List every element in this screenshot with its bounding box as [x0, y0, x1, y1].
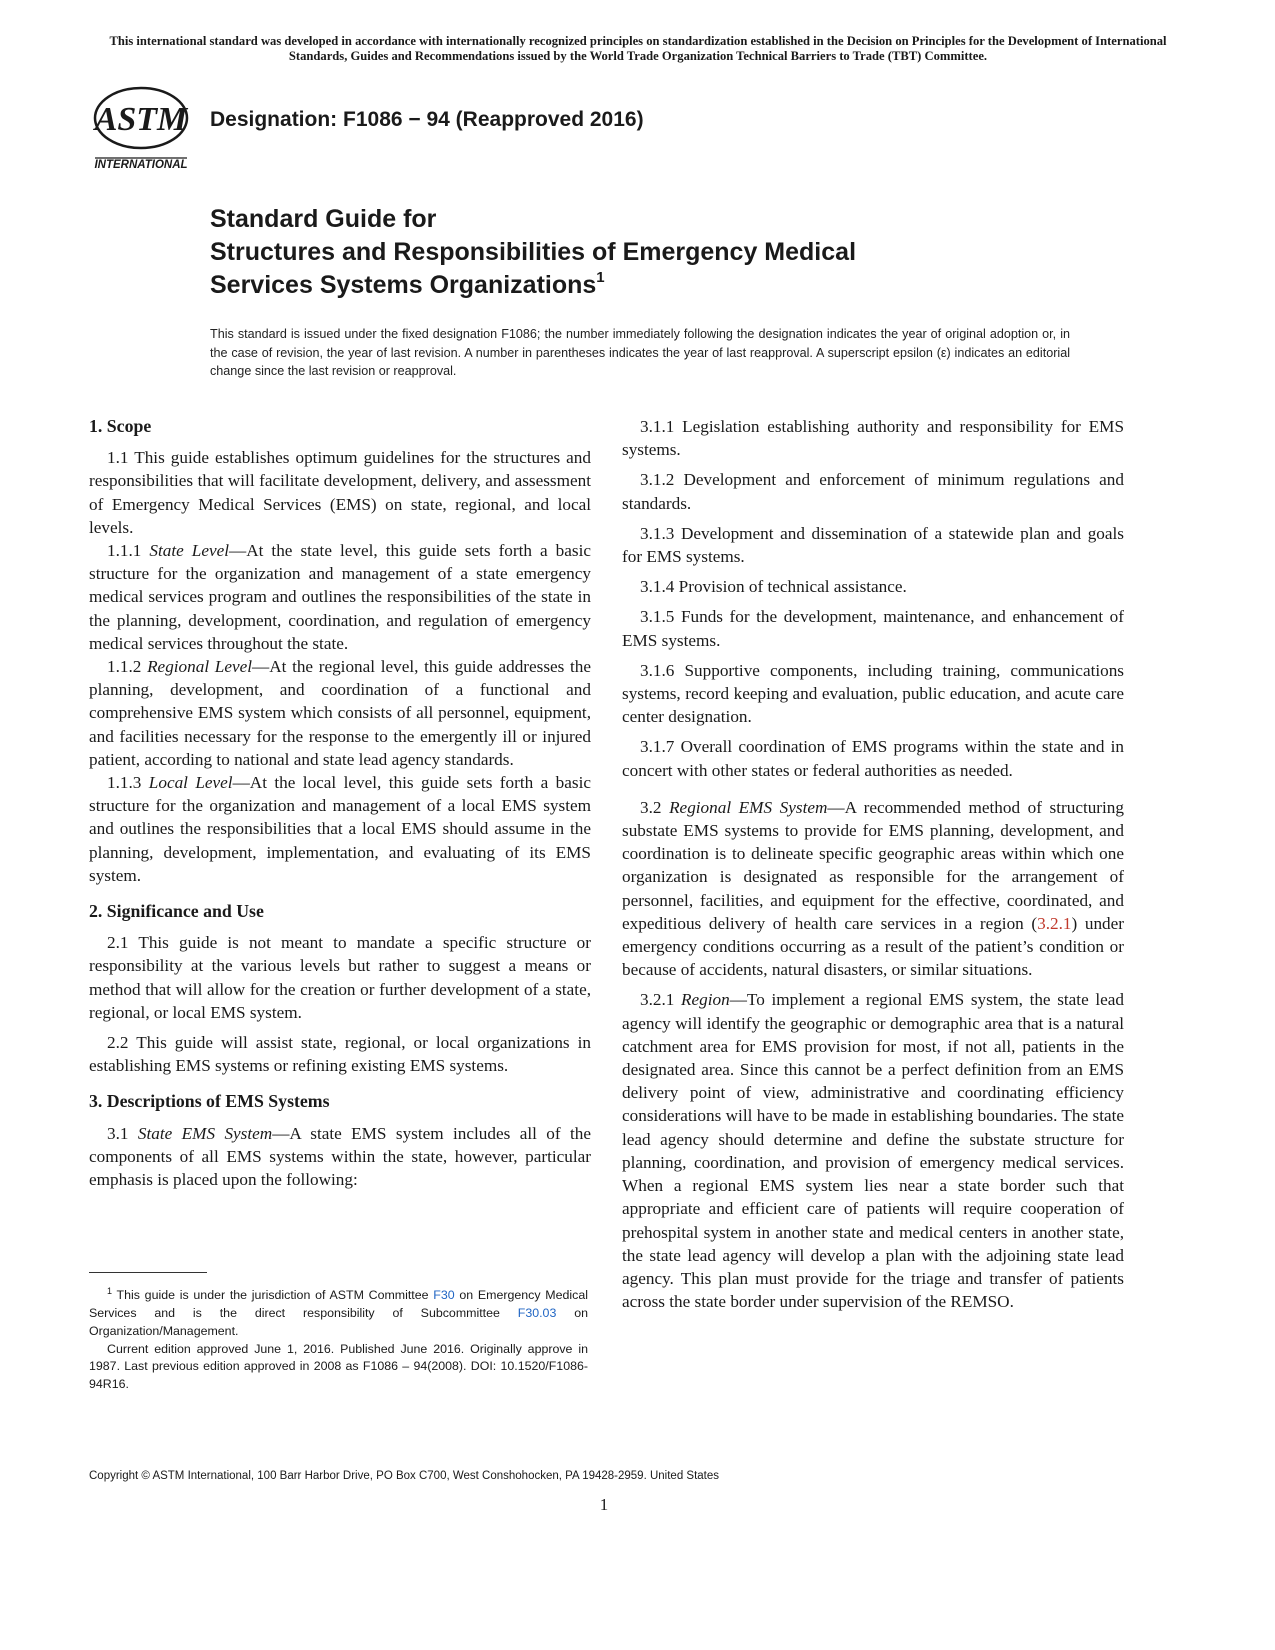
title-footnote-mark: 1 — [596, 269, 605, 286]
title-line-2: Structures and Responsibilities of Emergency Medical — [210, 238, 857, 266]
paragraph-3-1-2: 3.1.2 Development and enforcement of minimum regulations and standards. — [622, 470, 1124, 513]
designation: Designation: F1086 − 94 (Reapproved 2016) — [210, 108, 644, 131]
international-standard-notice: This international standard was developed in accordance with internationally recognized principles on standardization established in the Decision on Principles for the Development of International Standards, Guides and Recommendations issued by the World Trade Organization Technical Barriers to Trade (TBT) Committee. — [109, 34, 1167, 63]
designation-preface: This standard is issued under the fixed designation F1086; the number immediately following the designation indicates the year of original adoption or, in the case of revision, the year of last revision. A number in parentheses indicates the year of last reapproval. A superscript epsilon (ε) indicates an editorial change since the last revision or reapproval. — [210, 327, 1070, 378]
paragraph-3-1-3: 3.1.3 Development and dissemination of a statewide plan and goals for EMS systems. — [622, 523, 1124, 567]
paragraph-2-1: 2.1 This guide is not meant to mandate a specific structure or responsibility at the various levels but rather to suggest a means or method that will allow for the creation or further development of a state, regional, or local EMS system. — [89, 933, 591, 1022]
copyright-notice: Copyright © ASTM International, 100 Barr Harbor Drive, PO Box C700, West Conshohocken, PA 19428-2959. United States — [89, 1470, 720, 1482]
paragraph-3-2-1: 3.2.1 Region—To implement a regional EMS system, the state lead agency will identify the geographic or demographic area that is a natural catchment area for EMS provision for most, if not all, patients in the designated area. Since this cannot be a perfect definition from an EMS delivery point of view, administrative and coordinating efficiency considerations will have to be made in establishing boundaries. The state lead agency should determine and define the substate structure for planning, coordination, and provision of emergency medical services. When a regional EMS system lies near a state border such that appropriate and efficient care of patients will require cooperation of prehospital system in another state and medical centers in another state, the state lead agency will develop a plan with the adjoining state lead agency. This plan must provide for the triage and transfer of patients across the state border under supervision of the REMSO. — [622, 990, 1124, 1312]
paragraph-3-1-7: 3.1.7 Overall coordination of EMS programs within the state and in concert with other states or federal authorities as needed. — [622, 737, 1124, 780]
paragraph-3-1-4: 3.1.4 Provision of technical assistance. — [640, 577, 907, 597]
page-number: 1 — [599, 1495, 609, 1514]
svg-text:INTERNATIONAL: INTERNATIONAL — [94, 159, 188, 171]
paragraph-3-1-5: 3.1.5 Funds for the development, maintenance, and enhancement of EMS systems. — [622, 607, 1124, 650]
footnote-divider — [89, 1272, 207, 1273]
right-column — [622, 415, 1124, 1313]
committee-f30-link[interactable]: F30 — [433, 1288, 455, 1303]
cross-reference-3-2-1-link[interactable]: 3.2.1 — [1037, 913, 1072, 933]
paragraph-2-2: 2.2 This guide will assist state, regional, or local organizations in establishing EMS systems or refining existing EMS systems. — [89, 1033, 591, 1076]
footnote — [89, 1283, 588, 1394]
subcommittee-f30-03-link[interactable]: F30.03 — [517, 1305, 557, 1320]
footnote-jurisdiction: $^1$ This guide is under the jurisdiction of ASTM Committee F30 on Emergency Medical Services and is the direct responsibility of Subcommittee F30.03 on Organization/Management. — [89, 1286, 589, 1338]
paragraph-3-1-1: 3.1.1 Legislation establishing authority and responsibility for EMS systems. — [622, 417, 1124, 460]
paragraph-1-1-2: 1.1.2 Regional Level—At the regional level, this guide addresses the planning, development, and coordination of a functional and comprehensive EMS system which consists of all personnel, equipment, and facilities necessary for the response to the emergently ill or injured patient, according to national and state lead agency standards. — [89, 657, 592, 769]
section-2-heading: 2. Significance and Use — [89, 901, 264, 922]
paragraph-1-1-1: 1.1.1 State Level—At the state level, this guide sets forth a basic structure for the organization and management of a state emergency medical services program and outlines the responsibilities of the state in the planning, development, coordination, and regulation of emergency medical services throughout the state. — [89, 541, 591, 653]
title-line-3: Services Systems Organizations$^1$ — [210, 269, 605, 299]
paragraph-3-1: 3.1 State EMS System—A state EMS system includes all of the components of all EMS systems within the state, however, particular emphasis is placed upon the following: — [89, 1123, 591, 1190]
left-column — [89, 415, 591, 1191]
astm-international-logo — [91, 82, 191, 172]
paragraph-3-2: 3.2 Regional EMS System—A recommended method of structuring substate EMS systems to provide for EMS planning, development, and coordination is to delineate specific geographic areas within which one organization is designated as responsible for the arrangement of personnel, facilities, and equipment for the effective, coordinated, and expeditious delivery of health care services in a region (3.2.1) under emergency conditions occurring as a result of the patient’s condition or because of accidents, natural disasters, or similar situations. — [622, 797, 1125, 980]
paragraph-1-1: 1.1 This guide establishes optimum guidelines for the structures and responsibilities that will facilitate development, delivery, and assessment of Emergency Medical Services (EMS) on state, regional, and local levels. — [89, 448, 591, 537]
paragraph-1-1-3: 1.1.3 Local Level—At the local level, this guide sets forth a basic structure for the organization and management of a local EMS system and outlines the responsibilities that a local EMS should assume in the planning, development, implementation, and evaluating of its EMS system. — [89, 773, 591, 885]
paragraph-3-1-6: 3.1.6 Supportive components, including training, communications systems, record keeping and evaluation, public education, and acute care center designation. — [622, 660, 1124, 727]
section-3-heading: 3. Descriptions of EMS Systems — [89, 1091, 330, 1112]
title-line-1: Standard Guide for — [210, 205, 437, 233]
footnote-edition: Current edition approved June 1, 2016. Published June 2016. Originally approve in 1987. Last previous edition approved in 2008 as F1086 – 94(2008). DOI: 10.1520/F1086-94R16. — [89, 1341, 588, 1392]
document-title — [210, 203, 1110, 302]
svg-text:ASTM: ASTM — [94, 101, 188, 138]
section-1-heading: 1. Scope — [89, 416, 152, 436]
